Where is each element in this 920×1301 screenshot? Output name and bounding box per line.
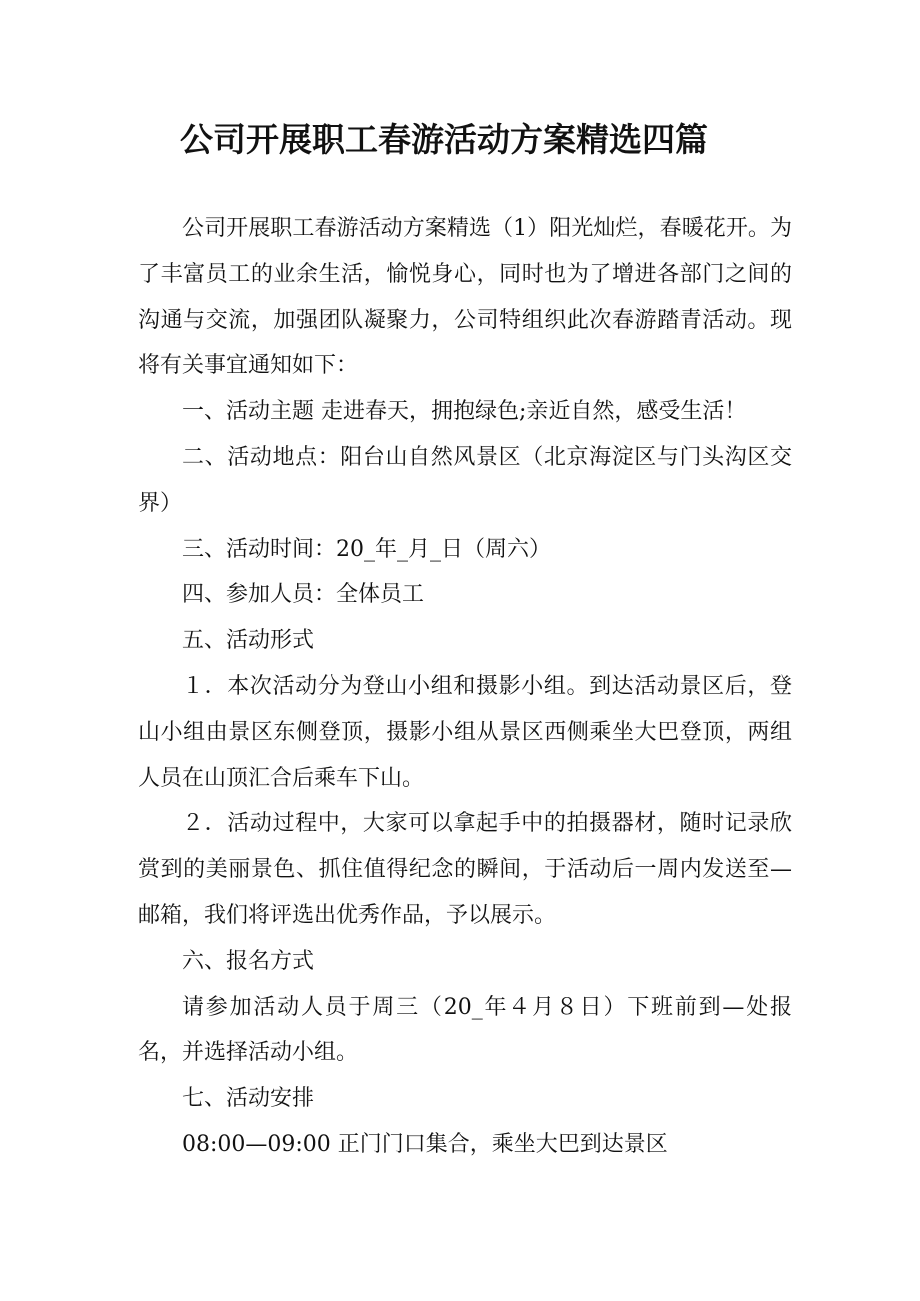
format-item-2: ２．活动过程中，大家可以拿起手中的拍摄器材，随时记录欣赏到的美丽景色、抓住值得纪念的瞬间，于活动后一周内发送至—邮箱，我们将评选出优秀作品，予以展示。 <box>138 811 792 928</box>
section-registration-heading: 六、报名方式 <box>182 948 315 974</box>
document-body <box>138 206 792 1168</box>
section-time: 三、活动时间：20_年_月_日（周六） <box>182 536 551 562</box>
schedule-item-1: 08:00—09:00 正门门口集合，乘坐大巴到达景区 <box>182 1131 668 1157</box>
section-location: 二、活动地点：阳台山自然风景区（北京海淀区与门头沟区交界） <box>138 444 792 516</box>
intro-paragraph: 公司开展职工春游活动方案精选（1）阳光灿烂，春暖花开。为了丰富员工的业余生活，愉悦身心，同时也为了增进各部门之间的沟通与交流，加强团队凝聚力，公司特组织此次春游踏青活动。现将有关事宜通知如下： <box>138 216 792 379</box>
section-participants: 四、参加人员：全体员工 <box>182 582 425 608</box>
registration-text: 请参加活动人员于周三（20_年４月８日）下班前到—处报名，并选择活动小组。 <box>138 994 792 1066</box>
section-theme: 一、活动主题 走进春天，拥抱绿色;亲近自然，感受生活！ <box>182 399 747 425</box>
section-schedule-heading: 七、活动安排 <box>182 1086 315 1112</box>
format-item-1: １．本次活动分为登山小组和摄影小组。到达活动景区后，登山小组由景区东侧登顶，摄影小组从景区西侧乘坐大巴登顶，两组人员在山顶汇合后乘车下山。 <box>138 673 792 791</box>
section-format-heading: 五、活动形式 <box>182 628 315 654</box>
document-title: 公司开展职工春游活动方案精选四篇 <box>180 120 708 159</box>
